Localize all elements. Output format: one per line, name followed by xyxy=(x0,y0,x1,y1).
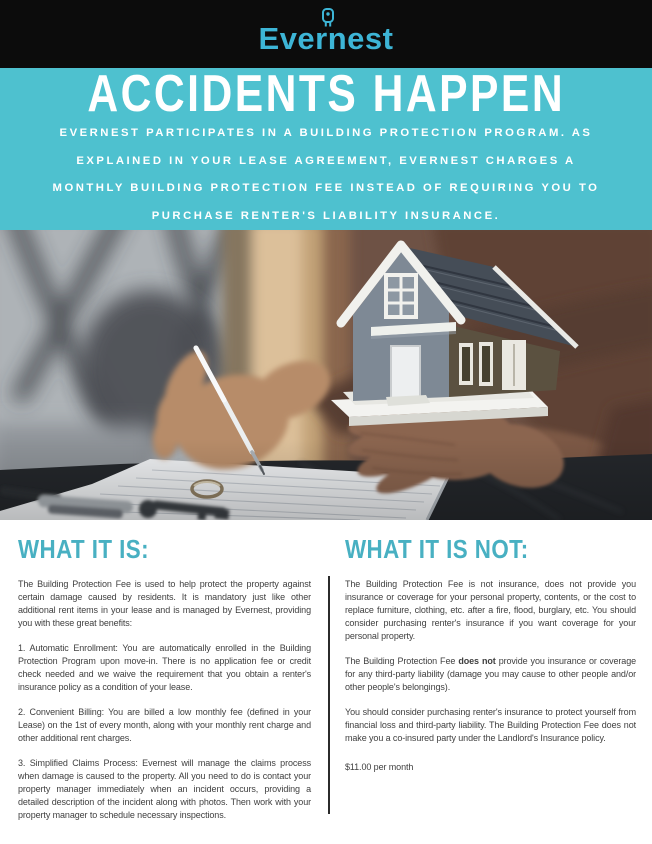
banner-subtitle-line: PURCHASE RENTER'S LIABILITY INSURANCE. xyxy=(151,209,501,222)
what-it-is-intro: The Building Protection Fee is used to help protect the property against certain damage caused by residents. It is mandatory just like other additional rent items in your lease and is managed by Evernest, providing you with these great benefits: xyxy=(18,579,311,628)
banner-subtitle-line: EVERNEST PARTICIPATES IN A BUILDING PROTECTION PROGRAM. AS xyxy=(59,127,593,139)
evernest-logo xyxy=(259,21,394,57)
hero-photo xyxy=(0,230,652,520)
key-icon xyxy=(321,8,335,27)
what-it-is-not-heading: WHAT IT IS NOT: xyxy=(345,534,529,564)
third-party-paragraph: The Building Protection Fee does not provide you insurance or coverage for any third-party liability (damage you may cause to other people and/or other people's belongings). xyxy=(345,656,637,692)
what-it-is-heading: WHAT IT IS: xyxy=(18,534,150,564)
benefit-item-2: 2. Convenient Billing: You are billed a low monthly fee (defined in your Lease) on the 1st of every month, along with your monthly rent charge and other additional rent charges. xyxy=(18,707,311,743)
does-not-emphasis: does not xyxy=(458,656,496,666)
page-title: ACCIDENTS HAPPEN xyxy=(87,68,565,123)
banner-subtitle-line: MONTHLY BUILDING PROTECTION FEE INSTEAD OF REQUIRING YOU TO xyxy=(52,182,600,194)
banner-subtitle xyxy=(0,120,652,230)
not-insurance-paragraph: The Building Protection Fee is not insurance, does not provide you insurance or coverage for your personal property, contents, or the cost to replace furniture, clothing, etc. after a fire, flood, burglary, etc. You should consider purchasing renter's insurance if you want coverage for your personal property. xyxy=(345,579,636,641)
logo-text: Evernest xyxy=(258,21,394,56)
what-it-is-column xyxy=(18,534,311,834)
benefit-item-3: 3. Simplified Claims Process: Evernest will manage the claims process when damage is caused to the property. All you need to do is contact your property manager immediately when an incident occurs, providing a detailed description of the incident along with photos. Then work with your property manager to schedule necessary inspections. xyxy=(18,758,311,820)
banner-subtitle-line: EXPLAINED IN YOUR LEASE AGREEMENT, EVERNEST CHARGES A xyxy=(76,154,576,167)
consider-insurance-paragraph: You should consider purchasing renter's insurance to protect yourself from financial loss and third-party liability. The Building Protection Fee does not make you a co-insured party under the Landlord's Insurance policy. xyxy=(345,707,636,743)
what-it-is-not-column xyxy=(345,534,636,786)
content-section xyxy=(0,520,652,844)
header-bar xyxy=(0,0,652,68)
monthly-price: $11.00 per month xyxy=(345,762,414,772)
banner xyxy=(0,68,652,230)
benefit-item-1: 1. Automatic Enrollment: You are automatically enrolled in the Building Protection Program upon move-in. There is no application fee or credit check needed and we waive the requirement that you obtain a renter's insurance policy as a condition of your lease. xyxy=(18,643,311,692)
column-divider xyxy=(328,576,330,814)
